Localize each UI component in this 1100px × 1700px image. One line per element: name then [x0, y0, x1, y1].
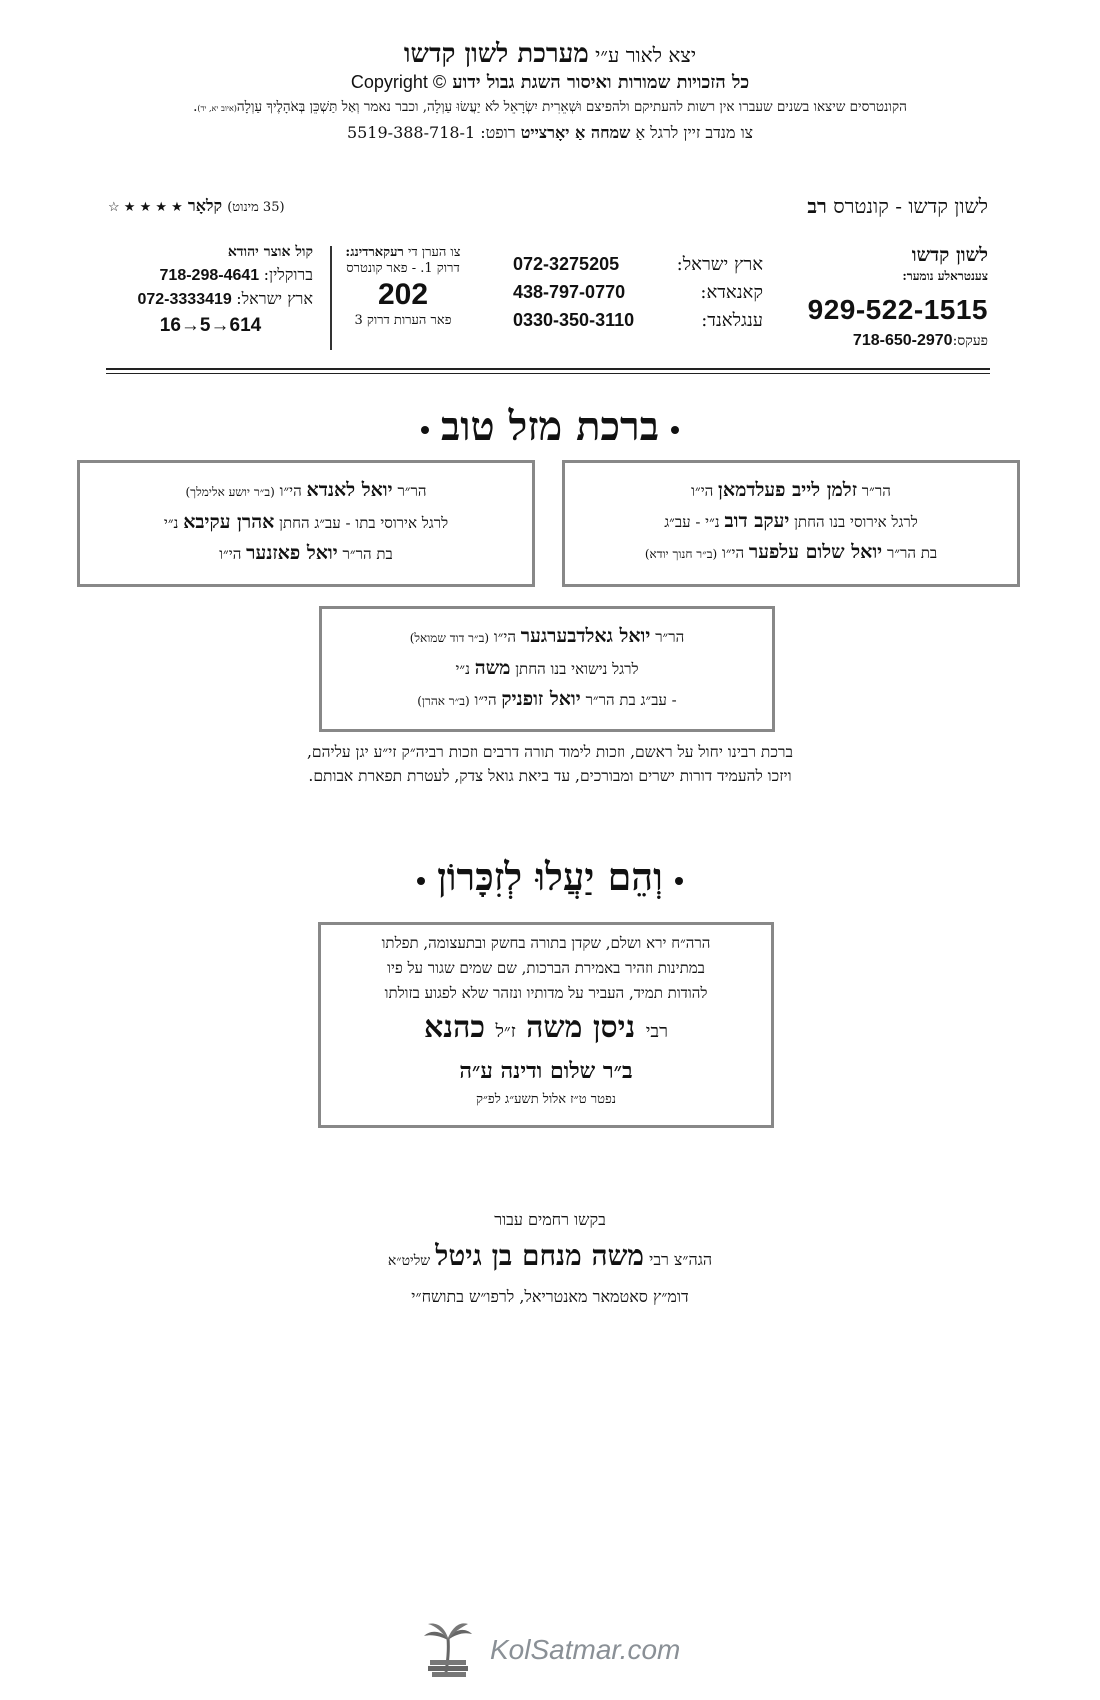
- chosson-name: אהרן עקיבא: [183, 511, 275, 533]
- recording-info: [328, 244, 478, 328]
- mazel-tov-box: [77, 460, 535, 587]
- country-row: [513, 254, 763, 282]
- kol-israel-label: ארץ ישראל:: [236, 289, 313, 308]
- recording-press-text: דרוק 1. - פאר קונטרס: [346, 261, 460, 276]
- refuah-name-line: [150, 1235, 950, 1282]
- country-row: [513, 310, 763, 338]
- memorial-heading: [0, 852, 1100, 902]
- series-title-number: רב: [807, 194, 827, 218]
- lineage-note: (ב״ר אהרן): [417, 694, 470, 708]
- mazel-tov-title: ברכת מזל טוב: [441, 403, 659, 450]
- publisher-name: מערכת לשון קדשו: [403, 39, 589, 69]
- title-suffix: הי״ו: [279, 482, 302, 500]
- kol-title: קול אוצר יהודא: [227, 244, 313, 260]
- publisher-header: [60, 40, 1040, 146]
- title-suffix: הי״ו: [474, 691, 497, 709]
- kol-brooklyn-label: ברוקלין:: [263, 265, 313, 284]
- box-line: [565, 475, 1017, 506]
- lineage-note: (ב״ר דוד שמואל): [409, 631, 490, 645]
- donation-phone: רופט: 5519-388-718-1: [346, 123, 516, 142]
- hotline-number[interactable]: 929-522-1515: [807, 294, 988, 325]
- star-rating-icon: ★ ★ ★ ★ ☆: [108, 200, 183, 215]
- title-suffix: הי״ו: [493, 628, 516, 646]
- country-label: ענגלאנד:: [701, 310, 763, 331]
- mazel-tov-heading: [0, 402, 1100, 452]
- chosson-name: יעקב דוב: [724, 510, 790, 532]
- kallah-prefix: בת הר״ר: [342, 545, 393, 563]
- memorial-text-line: במתינות וזהיר באמירת הברכות, שם שמים שגור על פיו: [387, 959, 705, 977]
- box-line: [80, 507, 532, 538]
- country-label: קאנאדא:: [700, 282, 763, 303]
- box-line: [80, 475, 532, 507]
- main-hotline: [788, 244, 988, 350]
- occasion-text: לרגל אירוסי בנו החתן: [794, 513, 918, 531]
- country-number[interactable]: 438-797-0770: [513, 282, 626, 302]
- bullet-icon: [417, 877, 425, 885]
- blessing-paragraph: [150, 740, 950, 788]
- publisher-line: [60, 40, 1040, 69]
- publisher-prefix: יצא לאור ע״י: [595, 43, 697, 67]
- copyright-text: Copyright ©: [350, 72, 447, 92]
- refuah-suffix: שליט״א: [387, 1253, 431, 1269]
- niftar-date: נפטר ט״ז אלול תשע״ג לפ״ק: [475, 1092, 617, 1107]
- niftar-title: רבי: [645, 1021, 668, 1042]
- fax-number[interactable]: 718-650-2970: [852, 332, 953, 349]
- honoree-name: יואל לאנדא: [306, 479, 393, 501]
- title-suffix: הי״ו: [691, 482, 714, 500]
- kol-sequence: 16→5→614: [159, 315, 262, 336]
- occasion-text: לרגל אירוסי בתו - עב״ג החתן: [279, 514, 449, 532]
- refuah-title: הגה״צ רבי: [649, 1250, 713, 1269]
- box-line: [322, 621, 772, 653]
- recording-number: 202: [377, 278, 429, 311]
- bullet-icon: [421, 426, 429, 434]
- contact-block: [108, 244, 988, 356]
- kol-brooklyn-number[interactable]: 718-298-4641: [159, 267, 260, 284]
- box-line: [322, 684, 772, 716]
- occasion-suffix: נ״י - עב״ג: [664, 513, 720, 531]
- bullet-icon: [675, 877, 683, 885]
- series-row: [108, 194, 988, 218]
- hotline-subtitle: צענטראלע נומער:: [902, 269, 988, 283]
- logo-text[interactable]: KolSatmar.com: [490, 1634, 681, 1665]
- mazel-tov-box: [319, 606, 775, 732]
- recording-instructions: [328, 244, 478, 260]
- copy-warning-text: הקונטרסים שיצאו בשנים שעברו אין רשות להעתיקם ולהפיצם וּשְׁאֵרִית יִשְׂרָאֵל לֹא יַעֲשׂוּ עַוְלָה, וכבר נאמר וְאַל תַּשְׁכֵּן בְּאֹהָלֶיךָ עַוְלָה: [236, 99, 907, 115]
- palm-tree-books-icon: [418, 1620, 478, 1680]
- country-label: ארץ ישראל:: [676, 254, 763, 275]
- kol-israel: [108, 289, 313, 309]
- divider-rule: [106, 373, 990, 374]
- country-number[interactable]: 0330-350-3110: [513, 310, 635, 330]
- copyright-line: [60, 69, 1040, 96]
- honoree-name: זלמן לייב פעלדמאן: [718, 479, 857, 501]
- refuah-request: בקשו רחמים עבור: [494, 1210, 606, 1229]
- niftar-name: [321, 1006, 771, 1054]
- kallah-prefix: - עב״ג בת הר״ר: [585, 691, 677, 709]
- recording-prefix: צו הערן די: [407, 245, 461, 260]
- hotline-title: לשון קדשו: [911, 244, 988, 266]
- mechutan-name: יואל שלום עלפער: [748, 541, 883, 563]
- fax-label: פעקס:: [952, 333, 988, 349]
- recording-notes-text: פאר הערות דרוק 3: [354, 313, 452, 328]
- kol-brooklyn: [108, 265, 313, 285]
- difficulty-rating: [108, 196, 285, 216]
- occasion-suffix: נ״י: [455, 660, 470, 678]
- lineage-note: (ב״ר חנוך יודא): [644, 547, 718, 561]
- box-line: [80, 538, 532, 569]
- duration-text: (35 מינוט): [227, 200, 285, 215]
- donation-occasion: שמחה אַ יאָרצייט: [520, 123, 631, 142]
- divider-rule: [106, 368, 990, 370]
- title-prefix: הר״ר: [397, 482, 427, 500]
- niftar-first-name: ניסן משה: [526, 1010, 636, 1045]
- refuah-detail: דומ״ץ סאטמאר מאנטריאל, לרפו״ש בתושח״י: [411, 1287, 689, 1306]
- memorial-box: [318, 922, 774, 1128]
- mechutan-name: יואל פאזנער: [246, 542, 338, 564]
- copy-warning-source: (איוב יא, יד): [197, 104, 237, 113]
- rights-text: כל הזכויות שמורות ואיסור השגת גבול ידוע: [452, 72, 750, 93]
- lineage-note: (ב״ר יושע אלימלך): [185, 485, 275, 499]
- column-divider: [330, 246, 332, 350]
- series-title: [807, 194, 988, 219]
- kol-otzar-yehuda: [108, 244, 313, 337]
- niftar-zl: ז״ל: [495, 1021, 516, 1042]
- niftar-parents: ב״ר שלום ודינה ע״ה: [459, 1058, 633, 1084]
- recording-label: רעקארדינג:: [345, 245, 404, 260]
- niftar-last-name: כהנא: [424, 1010, 485, 1045]
- donation-line: [60, 120, 1040, 146]
- difficulty-label: קלאָר: [187, 196, 223, 215]
- mazel-tov-box: [562, 460, 1020, 587]
- occasion-suffix: נ״י: [163, 514, 179, 532]
- box-line: [565, 537, 1017, 569]
- blessing-line: ברכת רבינו יחול על ראשם, וזכות לימוד תורה דרבים וזכות רביה״ק זי״ע יגן עליהם,: [306, 743, 794, 761]
- occasion-text: לרגל נישואי בנו החתן: [515, 660, 639, 678]
- box-line: [322, 653, 772, 684]
- title-suffix: הי״ו: [219, 545, 242, 563]
- copy-warning-line: הקונטרסים שיצאו בשנים שעברו אין רשות להעתיקם ולהפיצם וּשְׁאֵרִית יִשְׂרָאֵל לֹא יַעֲשׂוּ עַוְלָה, וכבר נאמר וְאַל תַּשְׁכֵּן בְּאֹהָלֶיךָ עַוְלָה(איוב יא, יד).: [193, 99, 907, 115]
- country-numbers: [513, 254, 763, 338]
- kolsatmar-logo[interactable]: [418, 1620, 682, 1680]
- kallah-prefix: בת הר״ר: [886, 544, 938, 562]
- title-prefix: הר״ר: [655, 628, 685, 646]
- country-number[interactable]: 072-3275205: [513, 254, 620, 274]
- chosson-name: משה: [474, 657, 511, 679]
- mechutan-name: יואל זופניק: [501, 688, 581, 710]
- series-title-prefix: לשון קדשו - קונטרס: [833, 194, 988, 218]
- memorial-text-line: להודות תמיד, העביר על מדותיו ונזהר שלא לפגוע בזולתו: [384, 984, 708, 1002]
- honoree-name: יואל גאלדבערגער: [520, 625, 651, 647]
- refuah-name: משה מנחם בן גיטל: [435, 1239, 645, 1272]
- country-row: [513, 282, 763, 310]
- refuah-section: [150, 1205, 950, 1312]
- title-suffix: הי״ו: [722, 544, 745, 562]
- donation-prefix: צו מנדב זיין לרגל אַ: [635, 123, 754, 142]
- memorial-title: וְהֵם יַעֲלוּ לְזִכָּרוֹן: [437, 854, 663, 899]
- box-line: [565, 506, 1017, 537]
- fax-line: [788, 332, 988, 350]
- memorial-text-line: הרה״ח ירא ושלם, שקדן בתורה בחשק ובתעצומה, תפלתו: [381, 934, 711, 952]
- kol-israel-number[interactable]: 072-3333419: [137, 291, 232, 308]
- blessing-line: ויזכו להעמיד דורות ישרים ומבורכים, עד ביאת גואל צדק, לעטרת תפארת אבותם.: [308, 767, 792, 785]
- title-prefix: הר״ר: [861, 482, 891, 500]
- bullet-icon: [671, 426, 679, 434]
